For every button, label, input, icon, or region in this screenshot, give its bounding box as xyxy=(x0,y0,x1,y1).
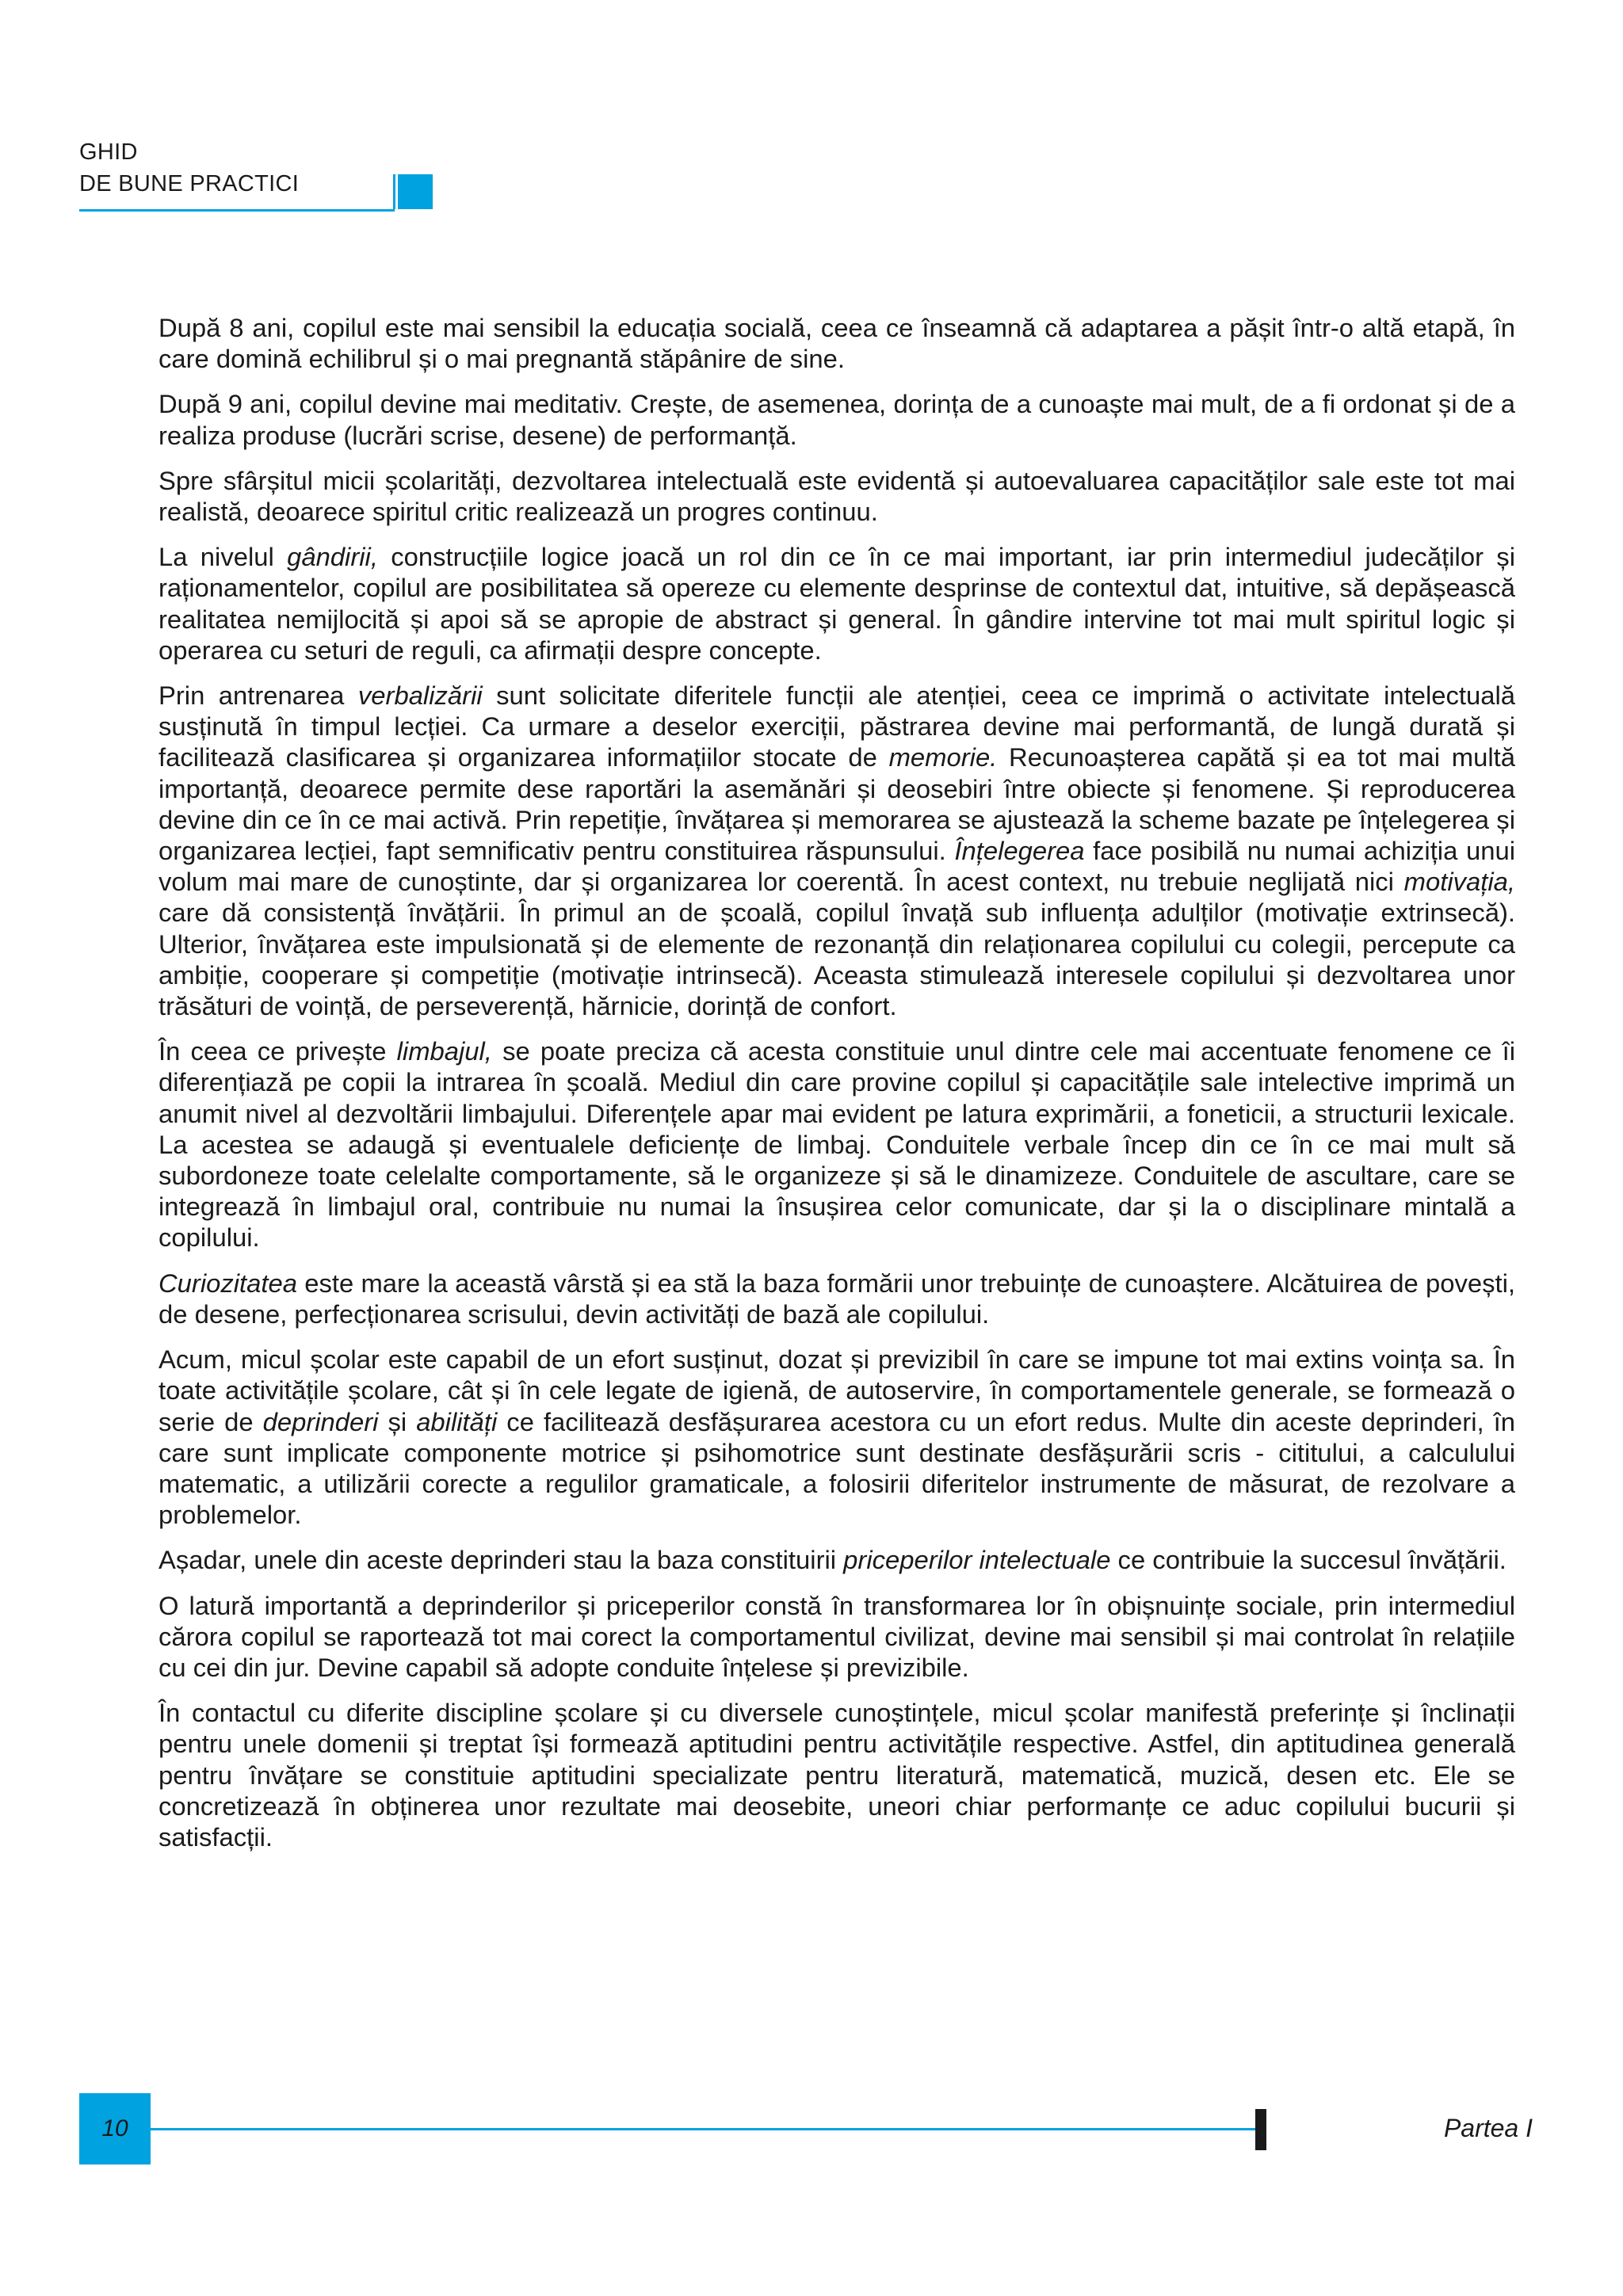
footer-bar-decoration xyxy=(1255,2109,1266,2150)
text-run: ce contribuie la succesul învățării. xyxy=(1110,1545,1507,1575)
italic-term: priceperilor intelectuale xyxy=(843,1545,1111,1575)
italic-term: motivația, xyxy=(1403,867,1515,897)
text-run: este mare la această vârstă și ea stă la baza formării unor trebuințe de cunoaștere. Alcătuirea de povești, de desene, perfecționarea scrisului, devin activități de bază ale copilului. xyxy=(158,1268,1515,1329)
running-header xyxy=(79,136,430,200)
text-run: care dă consistență învățării. În primul an de școală, copilul învață sub influența adulților (motivație extrinsecă). Ulterior, învățarea este impulsionată și de elemente de rezonanță din relaționarea copilului cu colegii, percepute ca ambiție, cooperare și competiție (motivație intrinsecă). Aceasta stimulează interesele copilului și dezvoltarea unor trăsături de voință, de perseverență, hărnicie, dorință de confort. xyxy=(158,898,1515,1021)
footer-rule xyxy=(151,2128,1255,2130)
text-run: Recunoașterea capătă și ea tot mai multă importanță, deoarece permite dese raportări la asemănări și deosebiri între obiecte și fenomene. Și reproducerea devine din ce în ce mai activă. Prin repetiție, învățarea și memorarea se ajustează la scheme bazate pe înțelegerea și organizarea lecției, fapt semnificativ pentru constituirea răspunsului. xyxy=(158,742,1515,866)
text-run: După 8 ani, copilul este mai sensibil la educația socială, ceea ce înseamnă că adaptarea a pășit într-o altă etapă, în care domină echilibrul și o mai pregnantă stăpânire de sine. xyxy=(158,313,1515,374)
text-run: face posibilă nu numai achiziția unui volum mai mare de cunoștinte, dar și organizarea lor coerentă. În acest context, nu trebuie neglijată nici xyxy=(158,836,1516,897)
text-run: se poate preciza că acesta constituie unul dintre cele mai accentuate fenomene ce îi diferențiază pe copii la intrarea în școală. Mediul din care provine copilul și capacitățile sale intelective imprimă un anumit nivel al dezvoltării limbajului. Diferențele apar mai evident pe latura exprimării, a foneticii, a structurii lexicale. La acestea se adaugă și eventualele deficiențe de limbaj. Conduitele verbale încep din ce în ce mai mult să subordoneze toate celelalte comportamente, să le organizeze și să le dinamizeze. Conduitele de ascultare, care se integrează în limbajul oral, contribuie nu numai la însușirea celor comunicate, dar și la o disciplinare mintală a copilului. xyxy=(158,1036,1515,1253)
page-number: 10 xyxy=(79,2093,151,2164)
paragraph xyxy=(158,680,1515,1021)
text-run: La nivelul xyxy=(158,542,288,572)
italic-term: limbajul, xyxy=(396,1036,492,1066)
paragraph xyxy=(158,1344,1515,1530)
paragraph xyxy=(158,1590,1515,1684)
paragraph xyxy=(158,1544,1515,1575)
text-run: construcțiile logice joacă un rol din ce în ce mai important, iar prin intermediul judecăților și raționamentelor, copilul are posibilitatea să opereze cu elemente desprinse de contextul dat, intuitive, să depășească realitatea nemijlocită și apoi să se apropie de abstract și general. În gândire intervine tot mai mult spiritul logic și operarea cu seturi de reguli, ca afirmații despre concepte. xyxy=(158,542,1515,665)
italic-term: Înțelegerea xyxy=(954,836,1085,866)
text-run: Așadar, unele din aceste deprinderi stau la baza constituirii xyxy=(158,1545,844,1575)
part-label: Partea I xyxy=(1443,2114,1533,2142)
text-run: În contactul cu diferite discipline școlare și cu diversele cunoștințele, micul școlar manifestă preferințe și înclinații pentru unele domenii și treptat își formează aptitudini pentru activitățile respective. Astfel, din aptitudinea generală pentru învățare se constituie aptitudini specializate pentru literatură, matematică, muzică, desen etc. Ele se concretizează în obținerea unor rezultate mai deosebite, uneori chiar performanțe ce aduc copilului bucurii și satisfacții. xyxy=(158,1698,1515,1852)
paragraph xyxy=(158,312,1515,374)
text-run: ce facilitează desfășurarea acestora cu un efort redus. Multe din aceste deprinderi, în care sunt implicate componente motrice și psihomotrice sunt destinate desfășurării scris - cititului, a calculului matematic, a utilizării corecte a regulilor gramaticale, a folosirii diferitelor instrumente de măsurat, de rezolvare a problemelor. xyxy=(158,1406,1515,1530)
text-run: După 9 ani, copilul devine mai meditativ. Crește, de asemenea, dorința de a cunoaște mai mult, de a fi ordonat și de a realiza produse (lucrări scrise, desene) de performanță. xyxy=(158,389,1515,450)
text-run: Acum, micul școlar este capabil de un efort susținut, dozat și previzibil în care se impune tot mai extins voința sa. În toate activitățile școlare, cât și în cele legate de igienă, de autoservire, în comportamentele generale, se formează o serie de xyxy=(158,1344,1515,1436)
italic-term: abilități xyxy=(416,1406,498,1436)
paragraph xyxy=(158,1268,1515,1329)
text-run: Spre sfârșitul micii școlarități, dezvoltarea intelectuală este evidentă și autoevaluarea capacităților sale este tot mai realistă, deoarece spiritul critic realizează un progres continuu. xyxy=(158,465,1515,527)
italic-term: memorie. xyxy=(888,742,998,772)
paragraph xyxy=(158,465,1515,527)
header-square-decoration xyxy=(398,174,433,209)
paragraph xyxy=(158,541,1515,666)
text-run: În ceea ce privește xyxy=(158,1036,397,1066)
italic-term: verbalizării xyxy=(357,681,483,711)
paragraph xyxy=(158,1035,1515,1253)
paragraph xyxy=(158,388,1515,450)
text-run: sunt solicitate diferitele funcții ale atenției, ceea ce imprimă o activitate intelectuală susținută în timpul lecției. Ca urmare a deselor exerciții, păstrarea devine mai performantă, de lungă durată și facilitează clasificarea și organizarea informațiilor stocate de xyxy=(158,681,1516,772)
header-rule xyxy=(79,209,395,212)
italic-term: Curiozitatea xyxy=(158,1268,298,1298)
italic-term: deprinderi xyxy=(262,1406,379,1436)
body-text xyxy=(158,312,1515,1867)
paragraph xyxy=(158,1697,1515,1852)
header-title-line1: GHID xyxy=(79,139,138,165)
italic-term: gândirii, xyxy=(287,542,378,572)
text-run: O latură importantă a deprinderilor și priceperilor constă în transformarea lor în obișnuințe sociale, prin intermediul cărora copilul se raportează tot mai corect la comportamentul civilizat, devine mai sensibil și mai controlat în relațiile cu cei din jur. Devine capabil să adopte conduite înțelese și previzibile. xyxy=(158,1590,1515,1682)
text-run: Prin antrenarea xyxy=(158,681,358,711)
header-title-line2: DE BUNE PRACTICI xyxy=(79,171,300,196)
text-run: și xyxy=(378,1406,417,1436)
